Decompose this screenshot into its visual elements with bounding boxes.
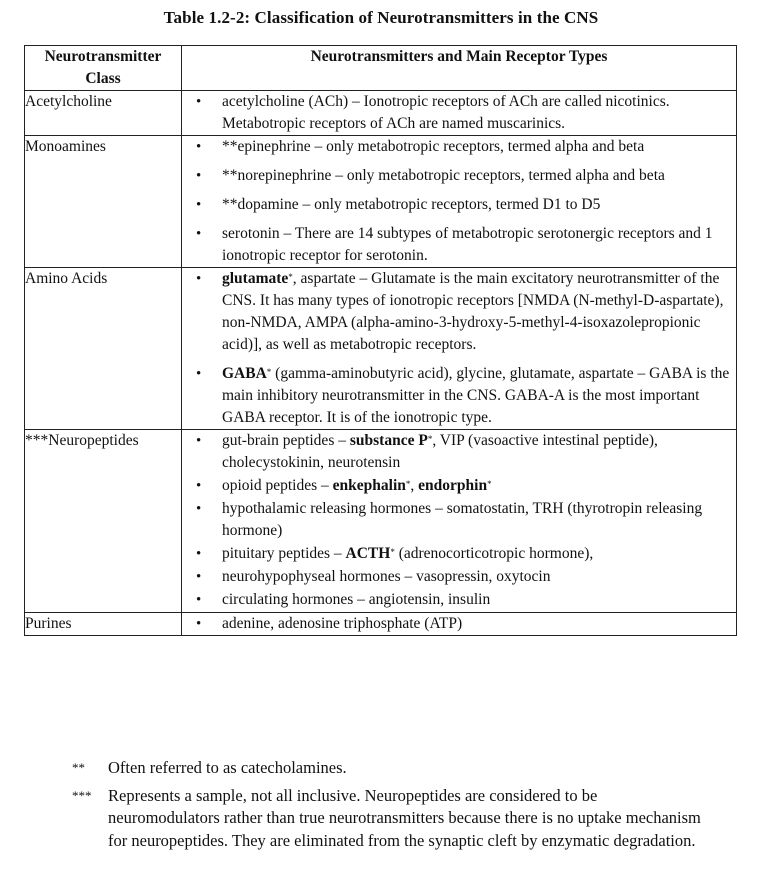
table-row: [25, 613, 737, 636]
footnote-text: Represents a sample, not all inclusive. Neuropeptides are considered to be neuromodulators rather than true neurotransmitters because there is no uptake mechanism for neuropeptides. They are eliminated from the synaptic cleft by enzymatic degradation.: [108, 785, 701, 850]
bullet-icon: •: [196, 168, 202, 184]
list-item: • hypothalamic releasing hormones – somatostatin, TRH (thyrotropin releasing hormone): [196, 500, 703, 539]
table-row: [25, 136, 737, 268]
footnote-marker: **: [72, 760, 85, 775]
bullet-icon: •: [196, 616, 202, 632]
bullet-icon: •: [196, 478, 202, 494]
list-item: • pituitary peptides – ACTH* (adrenocorticotropic hormone),: [182, 543, 736, 565]
list-item: • acetylcholine (ACh) – Ionotropic receptors of ACh are called nicotinics. Metabotropic receptors of ACh are named muscarinics.: [196, 93, 670, 132]
bullet-icon: •: [196, 271, 202, 287]
list-item: • gut-brain peptides – substance P*, VIP (vasoactive intestinal peptide), cholecystokinin, neurotensin: [196, 432, 658, 471]
bullet-icon: •: [196, 546, 202, 562]
table-header-row: [25, 46, 737, 91]
table-row: [25, 268, 737, 430]
bullet-icon: •: [196, 501, 202, 517]
list-item: • **epinephrine – only metabotropic receptors, termed alpha and beta: [182, 136, 736, 158]
header-class-line2: Class: [85, 70, 121, 87]
header-types: Neurotransmitters and Main Receptor Types: [182, 46, 737, 91]
header-class-line1: Neurotransmitter: [44, 48, 162, 65]
row-class-neuropeptides: ***Neuropeptides: [25, 430, 182, 613]
row-items: [182, 430, 737, 613]
list-item: • neurohypophyseal hormones – vasopressin, oxytocin: [182, 566, 736, 588]
list-item: • circulating hormones – angiotensin, insulin: [182, 589, 736, 611]
row-class-monoamines: Monoamines: [25, 136, 182, 268]
table-title: Table 1.2-2: Classification of Neurotransmitters in the CNS: [163, 8, 599, 27]
bullet-icon: •: [196, 197, 202, 213]
list-item: • serotonin – There are 14 subtypes of metabotropic serotonergic receptors and 1 ionotropic receptor for serotonin.: [196, 225, 713, 264]
neurotransmitter-table: [24, 45, 737, 636]
bullet-icon: •: [196, 366, 202, 382]
list-item: • GABA* (gamma-aminobutyric acid), glycine, glutamate, aspartate – GABA is the main inhibitory neurotransmitter in the CNS. GABA-A is the most important GABA receptor. It is of the ionotropic type.: [196, 365, 730, 426]
list-item: • **dopamine – only metabotropic receptors, termed D1 to D5: [182, 194, 736, 216]
list-item: • **norepinephrine – only metabotropic receptors, termed alpha and beta: [182, 165, 736, 187]
list-item: • adenine, adenosine triphosphate (ATP): [182, 613, 736, 635]
header-class: [25, 46, 182, 91]
list-item: • opioid peptides – enkephalin*, endorphin*: [182, 475, 736, 497]
row-items: [182, 91, 737, 136]
row-class-acetylcholine: Acetylcholine: [25, 91, 182, 136]
row-items: [182, 613, 737, 636]
bullet-icon: •: [196, 569, 202, 585]
footnote: [72, 785, 712, 853]
bullet-icon: •: [196, 226, 202, 242]
table-row: [25, 91, 737, 136]
list-item: • glutamate*, aspartate – Glutamate is the main excitatory neurotransmitter of the CNS. It has many types of ionotropic receptors [NMDA (N-methyl-D-aspartate), non-NMDA, AMPA (alpha-amino-3-hydroxy-5-methyl-4-isoxazolepropionic acid)], as well as metabotropic receptors.: [196, 270, 724, 353]
row-items: [182, 268, 737, 430]
bullet-icon: •: [196, 139, 202, 155]
footnote-marker: ***: [72, 787, 92, 803]
bullet-icon: •: [196, 433, 202, 449]
footnote: [72, 757, 712, 780]
row-class-purines: Purines: [25, 613, 182, 636]
row-class-amino-acids: Amino Acids: [25, 268, 182, 430]
footnote-text: Often referred to as catecholamines.: [108, 758, 347, 777]
table-row: [25, 430, 737, 613]
bullet-icon: •: [196, 94, 202, 110]
row-items: [182, 136, 737, 268]
bullet-icon: •: [196, 592, 202, 608]
footnotes: [72, 757, 712, 857]
